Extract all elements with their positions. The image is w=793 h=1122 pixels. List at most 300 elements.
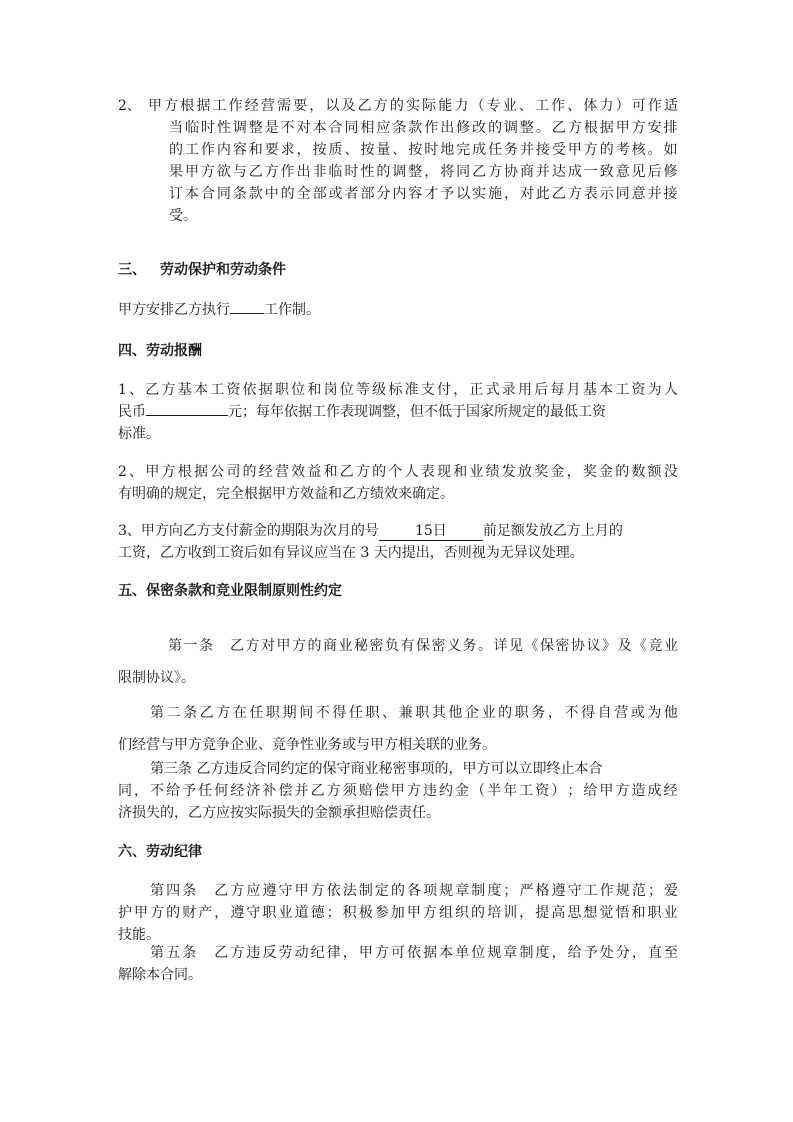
text-char: 条 <box>183 705 198 721</box>
text-char: 劳 <box>278 945 293 961</box>
text-char: 乙 <box>357 98 372 114</box>
text-char: 月 <box>566 382 581 398</box>
text-char: 济 <box>246 783 261 799</box>
text-char: 方 <box>326 783 341 799</box>
text-char: 予 <box>182 783 197 799</box>
text-char: 作 <box>228 98 243 114</box>
text-char: 义 <box>447 638 461 654</box>
text-char: 益 <box>307 464 322 480</box>
clause-2-line-2 <box>169 117 678 139</box>
section-4-item-1-line-3: 标准。 <box>118 426 160 442</box>
text-char: 意 <box>631 186 646 202</box>
text-char: 业 <box>481 705 496 721</box>
text-char: 竞 <box>648 638 663 654</box>
text-char: 纪 <box>310 945 325 961</box>
text-char: 处 <box>599 945 614 961</box>
text-char: 施 <box>488 186 503 202</box>
text-char: 的 <box>390 883 405 899</box>
text-char: 修 <box>456 120 471 136</box>
text-char: 协 <box>571 638 585 654</box>
text-char: 核 <box>631 142 646 158</box>
text-char: 甲 <box>567 142 582 158</box>
text-char: 方 <box>164 98 179 114</box>
text-char: 得 <box>332 705 347 721</box>
text-char: 年 <box>503 783 518 799</box>
text-char: ） <box>615 98 630 114</box>
text-char: 对 <box>261 638 275 654</box>
text-char: 作 <box>424 120 439 136</box>
text-char: 对 <box>519 186 534 202</box>
text-char: 工 <box>184 142 199 158</box>
text-char: 欲 <box>216 164 231 180</box>
text-char: 方 <box>567 186 582 202</box>
article-4-line-3: 技能。 <box>118 927 160 943</box>
text-char: 律 <box>326 945 341 961</box>
text-char: 乙 <box>248 164 263 180</box>
text-char: 自 <box>597 705 612 721</box>
text-char: 章 <box>503 945 518 961</box>
text-char: 工 <box>519 783 534 799</box>
article-5 <box>118 942 678 986</box>
text-char: 方 <box>406 783 421 799</box>
text-char: 不 <box>564 705 579 721</box>
article-3 <box>118 758 678 824</box>
text-char: ， <box>519 905 534 921</box>
text-char: 如 <box>663 142 678 158</box>
text-char: 受 <box>551 142 566 158</box>
text-char: 护 <box>118 905 132 921</box>
text-char: 四 <box>166 883 181 899</box>
text-char: 用 <box>518 382 532 398</box>
text-char: 第 <box>150 705 164 721</box>
text-char: 据 <box>599 120 614 136</box>
text-char: 方 <box>230 883 245 899</box>
text-char: 条 <box>199 638 213 654</box>
article-5-line-1 <box>118 942 678 964</box>
text-char: 性 <box>216 120 231 136</box>
text-char: 中 <box>264 186 279 202</box>
text-char: 及 <box>341 98 356 114</box>
text-char: 格 <box>535 883 550 899</box>
text-char: 才 <box>424 186 439 202</box>
text-char: 的 <box>280 186 295 202</box>
text-char: 合 <box>200 186 215 202</box>
text-char: 基 <box>177 382 192 398</box>
text-char: 务 <box>462 638 477 654</box>
text-char: 半 <box>487 783 502 799</box>
text-char: 没 <box>663 464 678 480</box>
text-char: 成 <box>647 783 662 799</box>
text-char: 企 <box>464 705 479 721</box>
text-char: 绩 <box>485 464 500 480</box>
text-char: 款 <box>408 120 423 136</box>
text-char: 直 <box>647 945 662 961</box>
text-char: 业 <box>663 905 678 921</box>
text-char: 合 <box>328 120 343 136</box>
text-char: 、 <box>129 382 144 398</box>
text-char: 条 <box>232 186 247 202</box>
text-char: 方 <box>216 705 231 721</box>
text-char: ； <box>326 905 341 921</box>
text-char: 本 <box>312 120 327 136</box>
text-char: 依 <box>326 883 341 899</box>
text-char: 动 <box>294 945 309 961</box>
text-char: 违 <box>422 783 437 799</box>
text-char: 职 <box>415 705 430 721</box>
text-char: 守 <box>567 883 582 899</box>
text-char: 的 <box>242 464 257 480</box>
text-char: 任 <box>488 142 503 158</box>
text-char: 乙 <box>214 945 229 961</box>
text-char: 密 <box>369 638 384 654</box>
text-char: 并 <box>535 164 550 180</box>
text-char: 、 <box>344 142 359 158</box>
text-char: 方 <box>615 783 630 799</box>
section-6-heading: 六、劳动纪律 <box>118 844 202 860</box>
text-char: 标 <box>388 382 403 398</box>
text-char: 详 <box>493 638 508 654</box>
text-char: 范 <box>631 883 646 899</box>
text-char: 金 <box>454 783 469 799</box>
text-char: 实 <box>406 98 420 114</box>
text-char: 条 <box>182 883 197 899</box>
text-char: 、 <box>567 98 582 114</box>
text-char: 乙 <box>310 783 325 799</box>
text-char: 守 <box>246 905 261 921</box>
text-char: 位 <box>291 382 306 398</box>
text-char: 第 <box>150 883 164 899</box>
text-char: 求 <box>280 142 295 158</box>
text-char: 条 <box>392 120 407 136</box>
text-char: 和 <box>248 142 263 158</box>
text-char: 以 <box>456 186 471 202</box>
text-char: 同 <box>456 164 471 180</box>
text-char: ， <box>309 98 324 114</box>
text-char: 乙 <box>339 464 354 480</box>
text-char: ） <box>551 783 566 799</box>
text-char: 工 <box>212 98 227 114</box>
text-char: 何 <box>214 783 229 799</box>
text-char: 作 <box>280 164 295 180</box>
text-char: 甲 <box>599 783 614 799</box>
text-char: 基 <box>582 382 597 398</box>
text-char: 甲 <box>148 98 162 114</box>
text-char: 经 <box>230 783 245 799</box>
text-char: 方 <box>631 120 646 136</box>
text-char: 接 <box>535 142 550 158</box>
text-char: 甲 <box>406 905 421 921</box>
text-char: 级 <box>372 382 387 398</box>
text-char: 的 <box>389 98 404 114</box>
text-char: 不 <box>315 705 330 721</box>
text-char: 见 <box>631 164 646 180</box>
text-char: 的 <box>307 638 322 654</box>
text-char: 根 <box>177 464 192 480</box>
text-char: 参 <box>374 905 389 921</box>
text-char: 时 <box>200 120 215 136</box>
article-3-line-1: 第三条 乙方违反合同约定的保守商业秘密事项的，甲方可以立即终止本合 <box>150 761 603 777</box>
text-char: 1 <box>118 382 127 398</box>
text-char: 果 <box>169 164 183 180</box>
section-5-heading: 五、保密条款和竞业限制原则性约定 <box>118 583 342 599</box>
text-char: 业 <box>664 638 678 654</box>
pay-day-field: 15日 <box>379 522 483 541</box>
text-char: 成 <box>567 164 582 180</box>
text-char: 各 <box>407 883 421 899</box>
text-char: 适 <box>664 98 678 114</box>
text-char: 财 <box>182 905 197 921</box>
section-4-item-3-line-2: 工资，乙方收到工资后如有异议应当在 3 天内提出，否则视为无异议处理。 <box>118 545 584 561</box>
text-char: 其 <box>431 705 446 721</box>
article-1 <box>118 630 678 694</box>
text-char: 际 <box>422 98 437 114</box>
text-char: 同 <box>344 120 359 136</box>
text-char: 分 <box>376 186 391 202</box>
text-char: 内 <box>216 142 231 158</box>
text-char: ， <box>551 945 566 961</box>
text-char: 法 <box>342 883 357 899</box>
text-char: 反 <box>262 945 277 961</box>
text-char: 甲 <box>358 945 373 961</box>
text-char: 资 <box>226 382 241 398</box>
text-char: 制 <box>358 883 373 899</box>
text-char: 约 <box>438 783 453 799</box>
text-char: 据 <box>258 382 273 398</box>
text-char: 方 <box>310 883 325 899</box>
text-char: 人 <box>663 382 678 398</box>
text-char: 悟 <box>615 905 630 921</box>
text-char: 据 <box>196 98 211 114</box>
text-char: 质 <box>328 142 343 158</box>
text-char: 营 <box>614 705 629 721</box>
text-char: 调 <box>504 120 519 136</box>
text-char: ， <box>342 945 357 961</box>
text-char: 性 <box>360 164 375 180</box>
text-char: 据 <box>193 464 208 480</box>
text-char: 准 <box>404 382 419 398</box>
text-char: 临 <box>328 164 343 180</box>
text-char: 商 <box>323 638 337 654</box>
text-char: 密 <box>555 638 570 654</box>
text-char: 偿 <box>278 783 293 799</box>
text-char: 应 <box>246 883 261 899</box>
text-char: 定 <box>374 883 389 899</box>
article-1-line-1 <box>118 630 678 662</box>
text-char: 职 <box>266 705 281 721</box>
article-1-line-2: 限制协议》。 <box>118 670 195 686</box>
text-char: 和 <box>631 905 646 921</box>
text-char: 工 <box>535 98 549 114</box>
text-char: 本 <box>184 186 199 202</box>
article-4-line-1 <box>118 880 678 902</box>
text-char: 式 <box>485 382 500 398</box>
text-char: 条 <box>182 945 197 961</box>
text-char: 规 <box>487 945 502 961</box>
text-char: 位 <box>339 382 354 398</box>
text-char: 和 <box>307 382 322 398</box>
text-char: 乙 <box>472 164 487 180</box>
text-char: 作 <box>599 883 614 899</box>
text-char: 项 <box>423 883 438 899</box>
text-char: 第 <box>150 945 164 961</box>
text-char: 务 <box>504 142 519 158</box>
text-char: 奖 <box>582 464 597 480</box>
text-char: 职 <box>365 705 380 721</box>
text-char: 全 <box>296 186 311 202</box>
text-char: 严 <box>519 883 534 899</box>
clause-2 <box>118 95 678 227</box>
text-char: 方 <box>488 164 503 180</box>
text-char: 非 <box>312 164 327 180</box>
salary-blank <box>146 415 228 416</box>
text-char: 考 <box>615 142 630 158</box>
text-char: 一 <box>583 164 598 180</box>
text-char: ； <box>567 783 582 799</box>
text-char: 方 <box>355 464 370 480</box>
text-char: 爱 <box>664 883 678 899</box>
text-char: 能 <box>438 98 453 114</box>
text-char: 并 <box>519 142 534 158</box>
text-char: 和 <box>453 464 468 480</box>
text-char: 业 <box>338 638 353 654</box>
text-char: 规 <box>439 883 454 899</box>
text-char: 遵 <box>230 905 245 921</box>
text-char: 任 <box>198 783 213 799</box>
text-char: 或 <box>630 705 645 721</box>
text-char: 方 <box>567 120 582 136</box>
article-4-line-2 <box>118 902 678 924</box>
section-3-title: 劳动保护和劳动条件 <box>160 262 286 278</box>
text-char: 本 <box>193 382 208 398</box>
text-char: ； <box>503 883 518 899</box>
text-char: 位 <box>471 945 486 961</box>
text-char: 补 <box>262 783 277 799</box>
text-char: 容 <box>232 142 247 158</box>
text-char: 等 <box>355 382 370 398</box>
clause-2-line-3 <box>169 139 678 161</box>
text-char: 者 <box>344 186 359 202</box>
text-char: 度 <box>487 883 502 899</box>
text-char: 依 <box>242 382 257 398</box>
text-char: 在 <box>232 705 247 721</box>
text-char: 需 <box>277 98 291 114</box>
text-char: 《 <box>633 638 647 654</box>
text-char: ， <box>424 164 439 180</box>
text-char: 安 <box>647 120 662 136</box>
text-char: ， <box>134 783 149 799</box>
text-char: 付 <box>436 382 451 398</box>
text-char: 据 <box>423 945 438 961</box>
text-char: 觉 <box>599 905 614 921</box>
text-char: 时 <box>424 142 439 158</box>
text-char: 达 <box>551 164 566 180</box>
text-char: 应 <box>376 120 391 136</box>
text-char: 经 <box>244 98 259 114</box>
text-char: ； <box>647 883 662 899</box>
text-char: 给 <box>166 783 181 799</box>
text-char: 营 <box>274 464 289 480</box>
text-char: 时 <box>344 164 359 180</box>
text-char: ， <box>566 464 581 480</box>
text-char: 职 <box>647 905 662 921</box>
text-char: 的 <box>372 464 387 480</box>
text-char: 力 <box>454 98 469 114</box>
text-char: 公 <box>210 464 225 480</box>
article-2-line-1 <box>118 697 678 729</box>
text-char: 任 <box>348 705 363 721</box>
text-char: 方 <box>373 98 388 114</box>
text-char: 不 <box>150 783 165 799</box>
text-char: 并 <box>294 783 309 799</box>
section-4-item-3-line-1: 3、甲方向乙方支付薪金的期限为次月的号 15日 前足额发放乙方上月的 <box>118 523 623 539</box>
text-char: 方 <box>230 945 245 961</box>
text-char: 每 <box>550 382 565 398</box>
text-char: 的 <box>488 120 503 136</box>
text-char: 业 <box>502 98 517 114</box>
text-char: 当 <box>169 120 183 136</box>
text-char: 、 <box>518 98 533 114</box>
text-char: 方 <box>374 945 389 961</box>
text-char: （ <box>471 783 486 799</box>
text-char: 乙 <box>551 120 566 136</box>
clause-2-line-1 <box>148 95 678 117</box>
text-char: 同 <box>216 186 231 202</box>
text-char: 遵 <box>262 883 277 899</box>
text-char: 织 <box>454 905 469 921</box>
text-char: 实 <box>472 186 487 202</box>
text-char: 予 <box>440 186 455 202</box>
text-char: 赔 <box>358 783 373 799</box>
text-char: 职 <box>514 705 529 721</box>
text-char: 依 <box>407 945 421 961</box>
text-char: 作 <box>647 98 662 114</box>
text-char <box>198 942 212 964</box>
text-char: 高 <box>551 905 566 921</box>
section-4-heading: 四、劳动报酬 <box>118 343 202 359</box>
text-char: 业 <box>469 464 484 480</box>
text-char: 商 <box>519 164 534 180</box>
text-char: 》 <box>602 638 616 654</box>
text-char: 守 <box>278 883 293 899</box>
text-char: 同 <box>615 186 630 202</box>
text-char: 单 <box>455 945 470 961</box>
text-char: 为 <box>647 705 662 721</box>
text-char: 的 <box>471 905 486 921</box>
text-char: ， <box>453 382 468 398</box>
text-char: 的 <box>169 142 183 158</box>
text-char: 不 <box>280 120 295 136</box>
text-char: 造 <box>631 783 646 799</box>
text-char: 额 <box>647 464 662 480</box>
text-char: 表 <box>420 464 435 480</box>
text-char: 作 <box>200 142 215 158</box>
text-char: 甲 <box>390 783 405 799</box>
text-char: 可 <box>390 945 405 961</box>
article-3-line-3: 济损失的，乙方应按实际损失的金额承担赔偿责任。 <box>118 805 440 821</box>
text-char: （ <box>470 98 485 114</box>
text-char: 订 <box>169 186 183 202</box>
text-char: 示 <box>599 186 614 202</box>
text-char: 得 <box>581 705 596 721</box>
text-char: 接 <box>663 186 678 202</box>
text-char: 负 <box>385 638 399 654</box>
text-char: 予 <box>583 945 598 961</box>
text-char: 此 <box>535 186 550 202</box>
text-char: 工 <box>210 382 225 398</box>
text-char: 偿 <box>374 783 389 799</box>
text-char: 。 <box>478 638 492 654</box>
text-char: 容 <box>408 186 423 202</box>
